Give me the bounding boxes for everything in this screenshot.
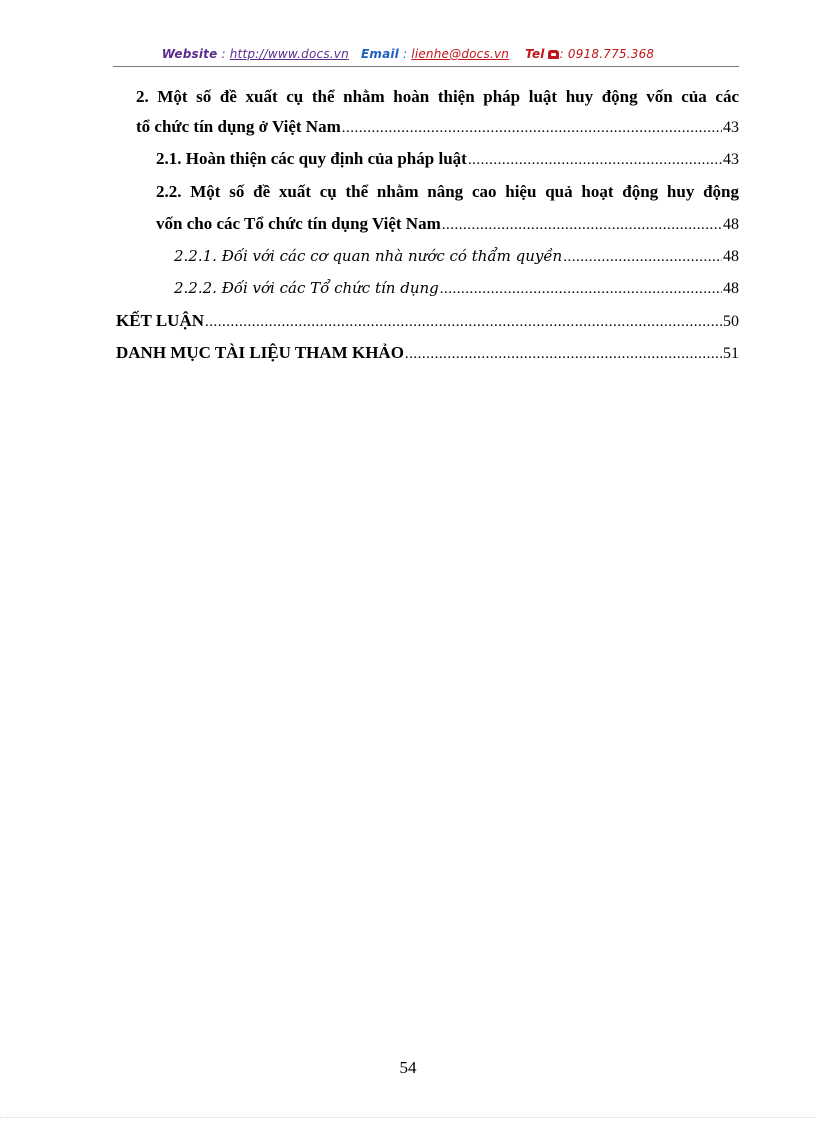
dot-leader xyxy=(440,277,722,301)
website-separator: : xyxy=(217,47,230,61)
toc-item-2-2-line2[interactable] xyxy=(156,212,739,236)
toc-item-2-2-page: 48 xyxy=(723,216,739,233)
email-separator: : xyxy=(399,47,412,61)
toc-references-page: 51 xyxy=(723,345,739,362)
dot-leader xyxy=(342,116,722,140)
dot-leader xyxy=(442,213,722,237)
toc-item-2-2-line1: 2.2. Một số đề xuất cụ thể nhằm nâng cao hiệu quả hoạt động huy động xyxy=(156,182,739,201)
toc-item-2-2-1-title: 2.2.1. Đối với các cơ quan nhà nước có thẩm quyền xyxy=(174,247,563,265)
toc-item-conclusion[interactable] xyxy=(116,309,739,333)
toc-item-2-2-1-page: 48 xyxy=(723,248,739,265)
toc-conclusion-title: KẾT LUẬN xyxy=(116,311,205,330)
toc-references-title: DANH MỤC TÀI LIỆU THAM KHẢO xyxy=(116,343,404,362)
toc-item-2-1-page: 43 xyxy=(723,151,739,168)
toc-item-2-2-1[interactable] xyxy=(174,244,739,268)
toc-item-2-2-2[interactable] xyxy=(174,276,739,300)
page-number: 54 xyxy=(399,1058,417,1077)
toc-item-2-2-2-page: 48 xyxy=(723,280,739,297)
tel-value: : 0918.775.368 xyxy=(559,47,655,61)
page-bottom-border xyxy=(0,1117,816,1118)
toc-item-references[interactable] xyxy=(116,341,739,365)
dot-leader xyxy=(468,148,722,172)
email-label: Email xyxy=(360,47,399,61)
table-of-contents xyxy=(0,0,816,400)
toc-item-2-2-title: vốn cho các Tổ chức tín dụng Việt Nam xyxy=(156,214,441,233)
dot-leader xyxy=(563,245,722,269)
tel-label: Tel xyxy=(525,47,545,61)
email-link[interactable]: lienhe@docs.vn xyxy=(411,47,510,61)
toc-item-2-1[interactable] xyxy=(156,147,739,171)
toc-item-2-2-2-title: 2.2.2. Đối với các Tổ chức tín dụng xyxy=(174,279,439,297)
toc-item-2-title: tổ chức tín dụng ở Việt Nam xyxy=(136,117,341,136)
dot-leader xyxy=(205,310,722,334)
dot-leader xyxy=(405,342,722,366)
toc-item-2-1-title: 2.1. Hoàn thiện các quy định của pháp luật xyxy=(156,149,467,168)
toc-item-2-page: 43 xyxy=(723,119,739,136)
website-label: Website xyxy=(161,47,218,61)
website-link[interactable]: http://www.docs.vn xyxy=(229,47,349,61)
toc-item-2-line2[interactable] xyxy=(136,115,739,139)
toc-conclusion-page: 50 xyxy=(723,313,739,330)
toc-item-2-line1: 2. Một số đề xuất cụ thể nhằm hoàn thiện pháp luật huy động vốn của các xyxy=(136,87,739,106)
